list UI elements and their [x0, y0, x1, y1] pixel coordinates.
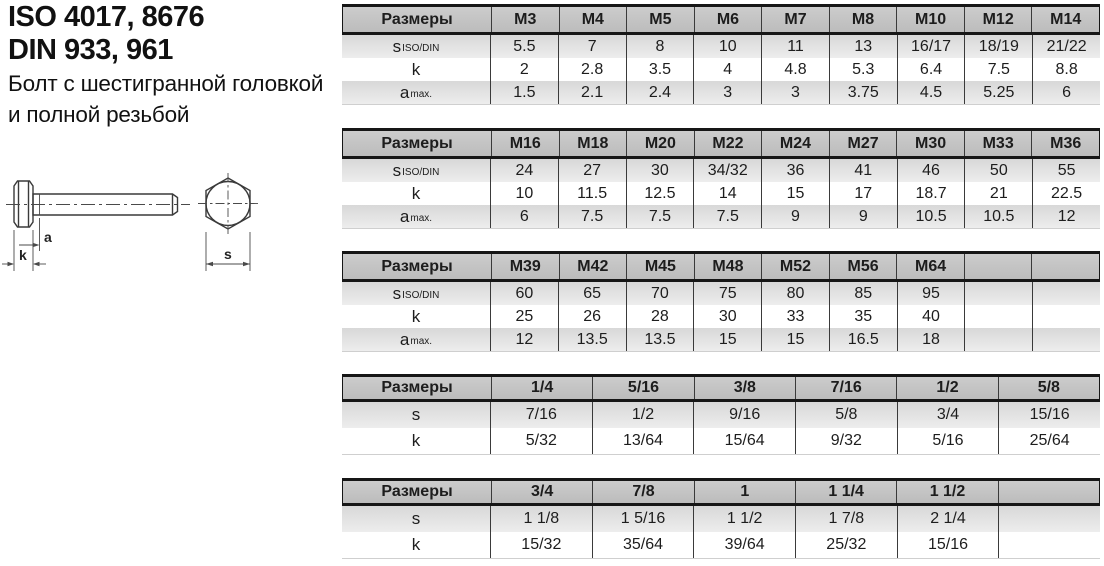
value-cell: 4 [693, 58, 761, 81]
table-row [342, 205, 1100, 229]
standard-din-title: DIN 933, 961 [8, 34, 173, 66]
value-cell: 7.5 [964, 58, 1032, 81]
value-cell: 18/19 [964, 35, 1032, 58]
title-block [8, 1, 323, 128]
value-cell: 12 [490, 328, 558, 351]
table-row [342, 428, 1100, 455]
value-cell: 16/17 [897, 35, 965, 58]
table-corner-header: Размеры [381, 134, 453, 152]
value-cell: 6 [490, 205, 558, 228]
value-cell: 30 [626, 159, 694, 182]
value-cell: 15/64 [693, 428, 795, 454]
column-header: 3/8 [694, 377, 795, 399]
arrowhead [33, 243, 40, 247]
value-cell: 1 5/16 [592, 506, 694, 532]
arrowhead [243, 262, 250, 266]
value-cell: 7.5 [626, 205, 694, 228]
value-cell: 2.1 [558, 81, 626, 104]
value-cell: 9/32 [795, 428, 897, 454]
value-cell: 65 [558, 282, 626, 305]
value-cell [1032, 328, 1100, 351]
column-header: M56 [829, 254, 897, 279]
arrowhead [206, 262, 213, 266]
value-cell: 25/32 [795, 532, 897, 558]
value-cell: 34/32 [693, 159, 761, 182]
value-cell: 1 1/8 [490, 506, 592, 532]
value-cell: 55 [1032, 159, 1100, 182]
value-cell: 3 [761, 81, 829, 104]
bolt-shaft-outline [33, 194, 178, 215]
table-row [342, 532, 1100, 559]
value-cell: 36 [761, 159, 829, 182]
value-cell: 12 [1032, 205, 1100, 228]
value-cell [1032, 305, 1100, 328]
value-cell: 95 [897, 282, 965, 305]
table-row [342, 328, 1100, 352]
table-row [342, 131, 1100, 159]
column-header: M6 [694, 7, 762, 32]
value-cell: 3.75 [829, 81, 897, 104]
value-cell [998, 506, 1100, 532]
column-header: M16 [491, 131, 559, 156]
value-cell: 12.5 [626, 182, 694, 205]
value-cell: 3.5 [626, 58, 694, 81]
table-corner-header: Размеры [381, 379, 453, 396]
table-row [342, 305, 1100, 328]
value-cell: 13/64 [592, 428, 694, 454]
value-cell: 15/16 [897, 532, 999, 558]
column-header: M7 [761, 7, 829, 32]
value-cell: 9/16 [693, 402, 795, 428]
column-header: 1 1/2 [896, 481, 997, 503]
row-label: k [411, 306, 421, 326]
column-header [998, 481, 1099, 503]
bolt-side-view [2, 181, 190, 271]
table-row [342, 7, 1100, 35]
value-cell: 80 [761, 282, 829, 305]
value-cell: 10 [693, 35, 761, 58]
product-description-line1: Болт с шестигранной головкой [8, 71, 324, 96]
value-cell: 2 [490, 58, 558, 81]
value-cell: 13 [829, 35, 897, 58]
value-cell: 11 [761, 35, 829, 58]
table-row [342, 182, 1100, 205]
value-cell: 24 [490, 159, 558, 182]
value-cell: 60 [490, 282, 558, 305]
table-row [342, 506, 1100, 532]
column-header [964, 254, 1032, 279]
value-cell: 75 [693, 282, 761, 305]
value-cell: 16.5 [829, 328, 897, 351]
column-header: M20 [626, 131, 694, 156]
value-cell: 5/16 [897, 428, 999, 454]
column-header: 1 [694, 481, 795, 503]
value-cell: 3/4 [897, 402, 999, 428]
bolt-head-outline [14, 181, 33, 227]
column-header: M22 [694, 131, 762, 156]
dimension-table-metric-m16-m36 [342, 128, 1100, 229]
value-cell: 1 1/2 [693, 506, 795, 532]
value-cell: 7.5 [693, 205, 761, 228]
value-cell: 41 [829, 159, 897, 182]
value-cell: 7 [558, 35, 626, 58]
value-cell: 26 [558, 305, 626, 328]
column-header: M48 [694, 254, 762, 279]
value-cell [998, 532, 1100, 558]
value-cell: 11.5 [558, 182, 626, 205]
column-header: M30 [896, 131, 964, 156]
table-row [342, 58, 1100, 81]
column-header: 3/4 [491, 481, 592, 503]
value-cell: 18 [897, 328, 965, 351]
column-header: 5/16 [592, 377, 693, 399]
value-cell: 3 [693, 81, 761, 104]
table-corner-header: Размеры [381, 483, 453, 500]
arrowhead [33, 262, 40, 266]
value-cell: 46 [897, 159, 965, 182]
value-cell [1032, 282, 1100, 305]
value-cell: 1 7/8 [795, 506, 897, 532]
value-cell: 9 [829, 205, 897, 228]
product-description-line2: и полной резьбой [8, 101, 190, 127]
value-cell: 2 1/4 [897, 506, 999, 532]
dimension-table-metric-m39-m64 [342, 251, 1100, 352]
table-row [342, 377, 1100, 402]
column-header: 7/8 [592, 481, 693, 503]
column-header: M3 [491, 7, 559, 32]
dimension-table-metric-m3-m14 [342, 4, 1100, 105]
value-cell: 25 [490, 305, 558, 328]
dimension-label-a: a [44, 229, 52, 245]
value-cell: 39/64 [693, 532, 795, 558]
dimension-table-inch-quarter-to-fiveeighths [342, 374, 1100, 455]
column-header: M4 [559, 7, 627, 32]
row-label: s [411, 509, 421, 528]
column-header: M52 [761, 254, 829, 279]
column-header: M36 [1031, 131, 1099, 156]
value-cell: 25/64 [998, 428, 1100, 454]
value-cell: 15 [693, 328, 761, 351]
bolt-end-view [198, 173, 258, 271]
standard-iso-title: ISO 4017, 8676 [8, 1, 205, 33]
row-label: k [411, 535, 421, 554]
value-cell: 4.5 [897, 81, 965, 104]
table-corner-header: Размеры [381, 257, 453, 275]
column-header: 1/2 [896, 377, 997, 399]
value-cell: 14 [693, 182, 761, 205]
column-header [1031, 254, 1099, 279]
row-label: a max. [399, 329, 433, 349]
value-cell: 15/16 [998, 402, 1100, 428]
value-cell: 21/22 [1032, 35, 1100, 58]
row-label: s [411, 405, 421, 424]
bolt-technical-drawing [0, 160, 320, 345]
value-cell: 1/2 [592, 402, 694, 428]
value-cell: 33 [761, 305, 829, 328]
table-row [342, 159, 1100, 182]
value-cell: 6.4 [897, 58, 965, 81]
row-label: s ISO/DIN [392, 36, 440, 56]
value-cell: 10.5 [964, 205, 1032, 228]
row-label: s ISO/DIN [392, 160, 440, 180]
arrowhead [8, 262, 15, 266]
dimension-label-k: k [19, 247, 27, 263]
column-header: M24 [761, 131, 829, 156]
column-header: 7/16 [795, 377, 896, 399]
value-cell: 17 [829, 182, 897, 205]
value-cell: 21 [964, 182, 1032, 205]
value-cell: 28 [626, 305, 694, 328]
value-cell: 8.8 [1032, 58, 1100, 81]
column-header: M18 [559, 131, 627, 156]
value-cell [964, 305, 1032, 328]
column-header: 1 1/4 [795, 481, 896, 503]
table-row [342, 81, 1100, 105]
dimension-label-s: s [224, 246, 232, 262]
row-label: a max. [399, 206, 433, 226]
value-cell: 7/16 [490, 402, 592, 428]
value-cell: 1.5 [490, 81, 558, 104]
table-corner-header: Размеры [381, 10, 453, 28]
column-header: M8 [829, 7, 897, 32]
value-cell: 22.5 [1032, 182, 1100, 205]
value-cell: 2.4 [626, 81, 694, 104]
value-cell: 13.5 [626, 328, 694, 351]
value-cell: 30 [693, 305, 761, 328]
value-cell: 15 [761, 182, 829, 205]
table-row [342, 35, 1100, 58]
value-cell: 27 [558, 159, 626, 182]
value-cell: 35 [829, 305, 897, 328]
value-cell: 10 [490, 182, 558, 205]
column-header: M45 [626, 254, 694, 279]
value-cell: 4.8 [761, 58, 829, 81]
value-cell: 9 [761, 205, 829, 228]
value-cell: 8 [626, 35, 694, 58]
value-cell: 13.5 [558, 328, 626, 351]
column-header: M39 [491, 254, 559, 279]
dimension-table-inch-threequarters-to-oneandhalf [342, 478, 1100, 559]
value-cell: 5/8 [795, 402, 897, 428]
row-label: k [411, 59, 421, 79]
value-cell: 5.3 [829, 58, 897, 81]
column-header: 5/8 [998, 377, 1099, 399]
column-header: M64 [896, 254, 964, 279]
row-label: s ISO/DIN [392, 283, 440, 303]
value-cell [964, 282, 1032, 305]
value-cell: 18.7 [897, 182, 965, 205]
table-row [342, 481, 1100, 506]
table-row [342, 254, 1100, 282]
value-cell: 15 [761, 328, 829, 351]
column-header: M33 [964, 131, 1032, 156]
value-cell: 5.25 [964, 81, 1032, 104]
value-cell: 40 [897, 305, 965, 328]
value-cell: 7.5 [558, 205, 626, 228]
value-cell: 35/64 [592, 532, 694, 558]
value-cell: 5.5 [490, 35, 558, 58]
column-header: M10 [896, 7, 964, 32]
value-cell: 6 [1032, 81, 1100, 104]
column-header: 1/4 [491, 377, 592, 399]
table-row [342, 282, 1100, 305]
value-cell: 70 [626, 282, 694, 305]
column-header: M14 [1031, 7, 1099, 32]
row-label: k [411, 183, 421, 203]
column-header: M12 [964, 7, 1032, 32]
column-header: M5 [626, 7, 694, 32]
value-cell: 10.5 [897, 205, 965, 228]
value-cell: 85 [829, 282, 897, 305]
column-header: M27 [829, 131, 897, 156]
value-cell: 2.8 [558, 58, 626, 81]
value-cell: 50 [964, 159, 1032, 182]
column-header: M42 [559, 254, 627, 279]
value-cell: 15/32 [490, 532, 592, 558]
value-cell [964, 328, 1032, 351]
row-label: a max. [399, 82, 433, 102]
table-row [342, 402, 1100, 428]
value-cell: 5/32 [490, 428, 592, 454]
row-label: k [411, 431, 421, 450]
